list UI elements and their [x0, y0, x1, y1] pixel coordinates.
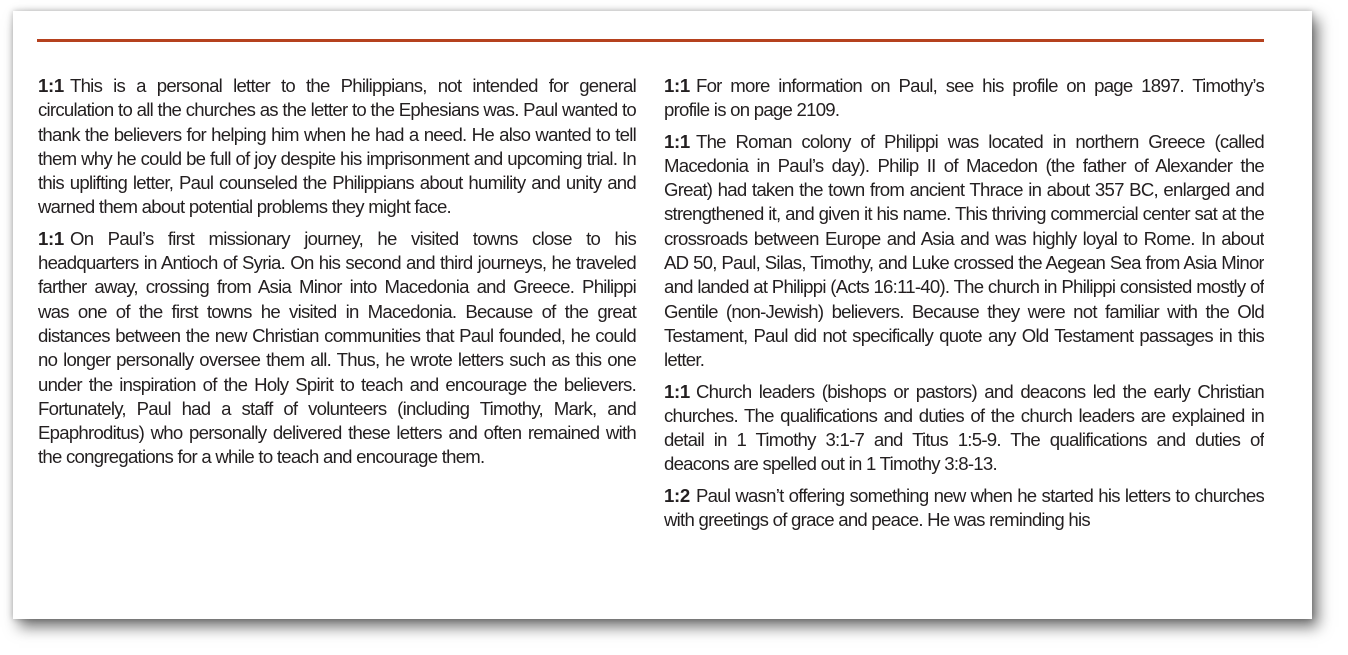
right-column-clip — [664, 74, 1264, 596]
page-card — [13, 11, 1312, 619]
note-text: The Roman colony of Philippi was located in northern Greece (called Macedonia in Paul’s day). Philip II of Macedon (the father of Alexander the Great) had taken the town from ancient Thrace in about 357 BC, enlarged and strengthened it, and given it his name. This thriving commercial center sat at the crossroads between Europe and Asia and was highly loyal to Rome. In about AD 50, Paul, Silas, Timothy, and Luke crossed the Aegean Sea from Asia Minor and landed at Philippi (Acts 16:11-40). The church in Philippi consisted mostly of Gentile (non-Jewish) believers. Because they were not familiar with the Old Testament, Paul did not specifically quote any Old Testament passages in this letter. — [664, 130, 1264, 371]
note-reference: 1:1 — [38, 75, 64, 96]
note-text: For more information on Paul, see his profile on page 1897. Timothy’s profile is on page 2109. — [664, 75, 1264, 121]
note-reference: 1:1 — [664, 75, 690, 96]
header-rule — [37, 39, 1264, 42]
note-text: Church leaders (bishops or pastors) and deacons led the early Christian churches. The qualifications and duties of the church leaders are explained in detail in 1 Timothy 3:1-7 and Titus 1:5-9. The qualifications and duties of deacons are spelled out in 1 Timothy 3:8-13. — [664, 380, 1264, 475]
right-column — [664, 74, 1264, 532]
study-note — [664, 130, 1264, 373]
note-reference: 1:1 — [664, 130, 690, 152]
left-column — [38, 74, 636, 477]
study-note — [664, 484, 1264, 533]
note-reference: 1:1 — [664, 380, 690, 402]
study-note — [38, 74, 636, 220]
note-reference: 1:2 — [664, 484, 690, 506]
study-note — [664, 380, 1264, 477]
note-reference: 1:1 — [38, 227, 64, 249]
study-note — [38, 227, 636, 470]
study-note — [664, 74, 1264, 123]
note-text: On Paul’s first missionary journey, he visited towns close to his headquarters in Antioch of Syria. On his second and third journeys, he traveled farther away, crossing from Asia Minor into Macedonia and Greece. Philippi was one of the first towns he visited in Macedonia. Because of the great distances between the new Christian communities that Paul founded, he could no longer personally oversee them all. Thus, he wrote letters such as this one under the inspiration of the Holy Spirit to teach and encourage the believers. Fortunately, Paul had a staff of volunteers (including Timothy, Mark, and Epaphroditus) who personally delivered these letters and often remained with the congregations for a while to teach and encourage them. — [38, 227, 636, 468]
note-text: This is a personal letter to the Philippians, not intended for general circulation to all the churches as the letter to the Ephesians was. Paul wanted to thank the believers for helping him when he had a need. He also wanted to tell them why he could be full of joy despite his imprisonment and upcoming trial. In this uplifting letter, Paul counseled the Philippians about humility and unity and warned them about potential problems they might face. — [38, 75, 636, 218]
note-text: Paul wasn’t offering something new when he started his letters to churches with greetings of grace and peace. He was reminding his — [664, 484, 1264, 531]
